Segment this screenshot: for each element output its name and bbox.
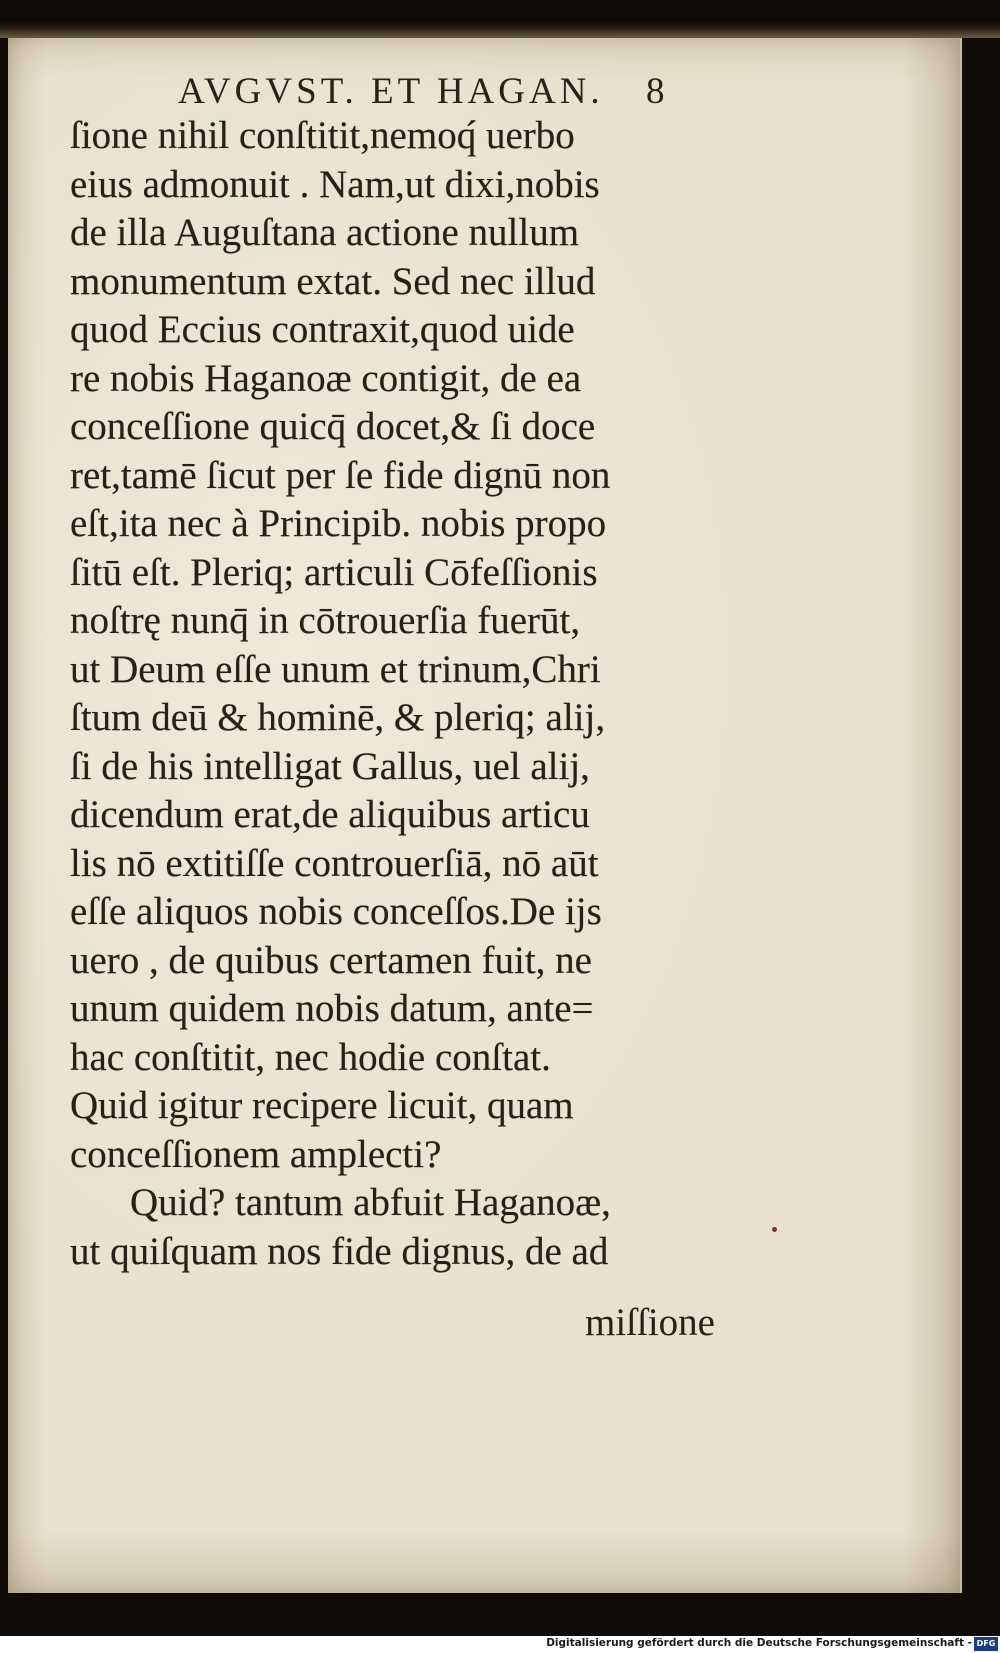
text-line: ut Deum eſſe unum et trinum,Chri <box>70 647 601 691</box>
running-head-title: AVGVST. ET HAGAN. <box>178 71 604 112</box>
catchword: miſſione <box>585 1301 715 1344</box>
text-line: hac conſtitit, nec hodie conſtat. <box>70 1035 551 1079</box>
running-head <box>178 70 698 114</box>
text-line: eſt,ita nec à Principib. nobis propo <box>70 502 607 545</box>
text-line: ut quiſquam nos fide dignus, de ad <box>70 1229 609 1273</box>
text-line: conceſſione quicq̄ docet,& ſi doce <box>70 405 596 448</box>
text-line: ret,tamē ſicut per ſe fide dignū non <box>70 453 611 497</box>
text-line: conceſſionem amplecti? <box>70 1132 442 1176</box>
text-line: de illa Auguſtana actione nullum <box>70 211 580 254</box>
text-line: lis nō extitiſſe controuerſiā, nō aūt <box>70 841 599 885</box>
text-line: noſtrę nunq̄ in cōtrouerſia fuerūt, <box>70 599 581 642</box>
text-line: eſſe aliquos nobis conceſſos.De ijs <box>70 890 602 933</box>
text-line: re nobis Haganoæ contigit, de ea <box>70 356 582 400</box>
ink-speck <box>772 1227 777 1232</box>
dfg-logo-icon: DFG <box>974 1637 998 1651</box>
body-text <box>70 112 750 1276</box>
text-line: ſitū eſt. Pleriq; articuli Cōfeſſionis <box>70 550 598 594</box>
paragraph-start-line: Quid? tantum abfuit Haganoæ, <box>130 1181 611 1224</box>
funding-credit: Digitalisierung gefördert durch die Deutsche Forschungsgemeinschaft - <box>546 1637 972 1649</box>
page-top-edge <box>0 22 1000 38</box>
page-number: 8 <box>646 71 665 112</box>
text-line: ſtum deū & hominē, & pleriq; alij, <box>70 696 606 739</box>
text-line: dicendum erat,de aliquibus articu <box>70 793 590 836</box>
digitization-footer <box>0 1636 1000 1653</box>
text-line: ſione nihil conſtitit,nemoq́ uerbo <box>70 114 575 157</box>
text-line: monumentum extat. Sed nec illud <box>70 259 596 303</box>
text-line: ſi de his intelligat Gallus, uel alij, <box>70 744 590 788</box>
text-line: Quid igitur recipere licuit, quam <box>70 1084 574 1127</box>
text-line: unum quidem nobis datum, ante= <box>70 987 594 1030</box>
text-line: uero , de quibus certamen fuit, ne <box>70 938 592 982</box>
text-line: quod Eccius contraxit,quod uide <box>70 308 575 351</box>
text-line: eius admonuit . Nam,ut dixi,nobis <box>70 162 600 206</box>
